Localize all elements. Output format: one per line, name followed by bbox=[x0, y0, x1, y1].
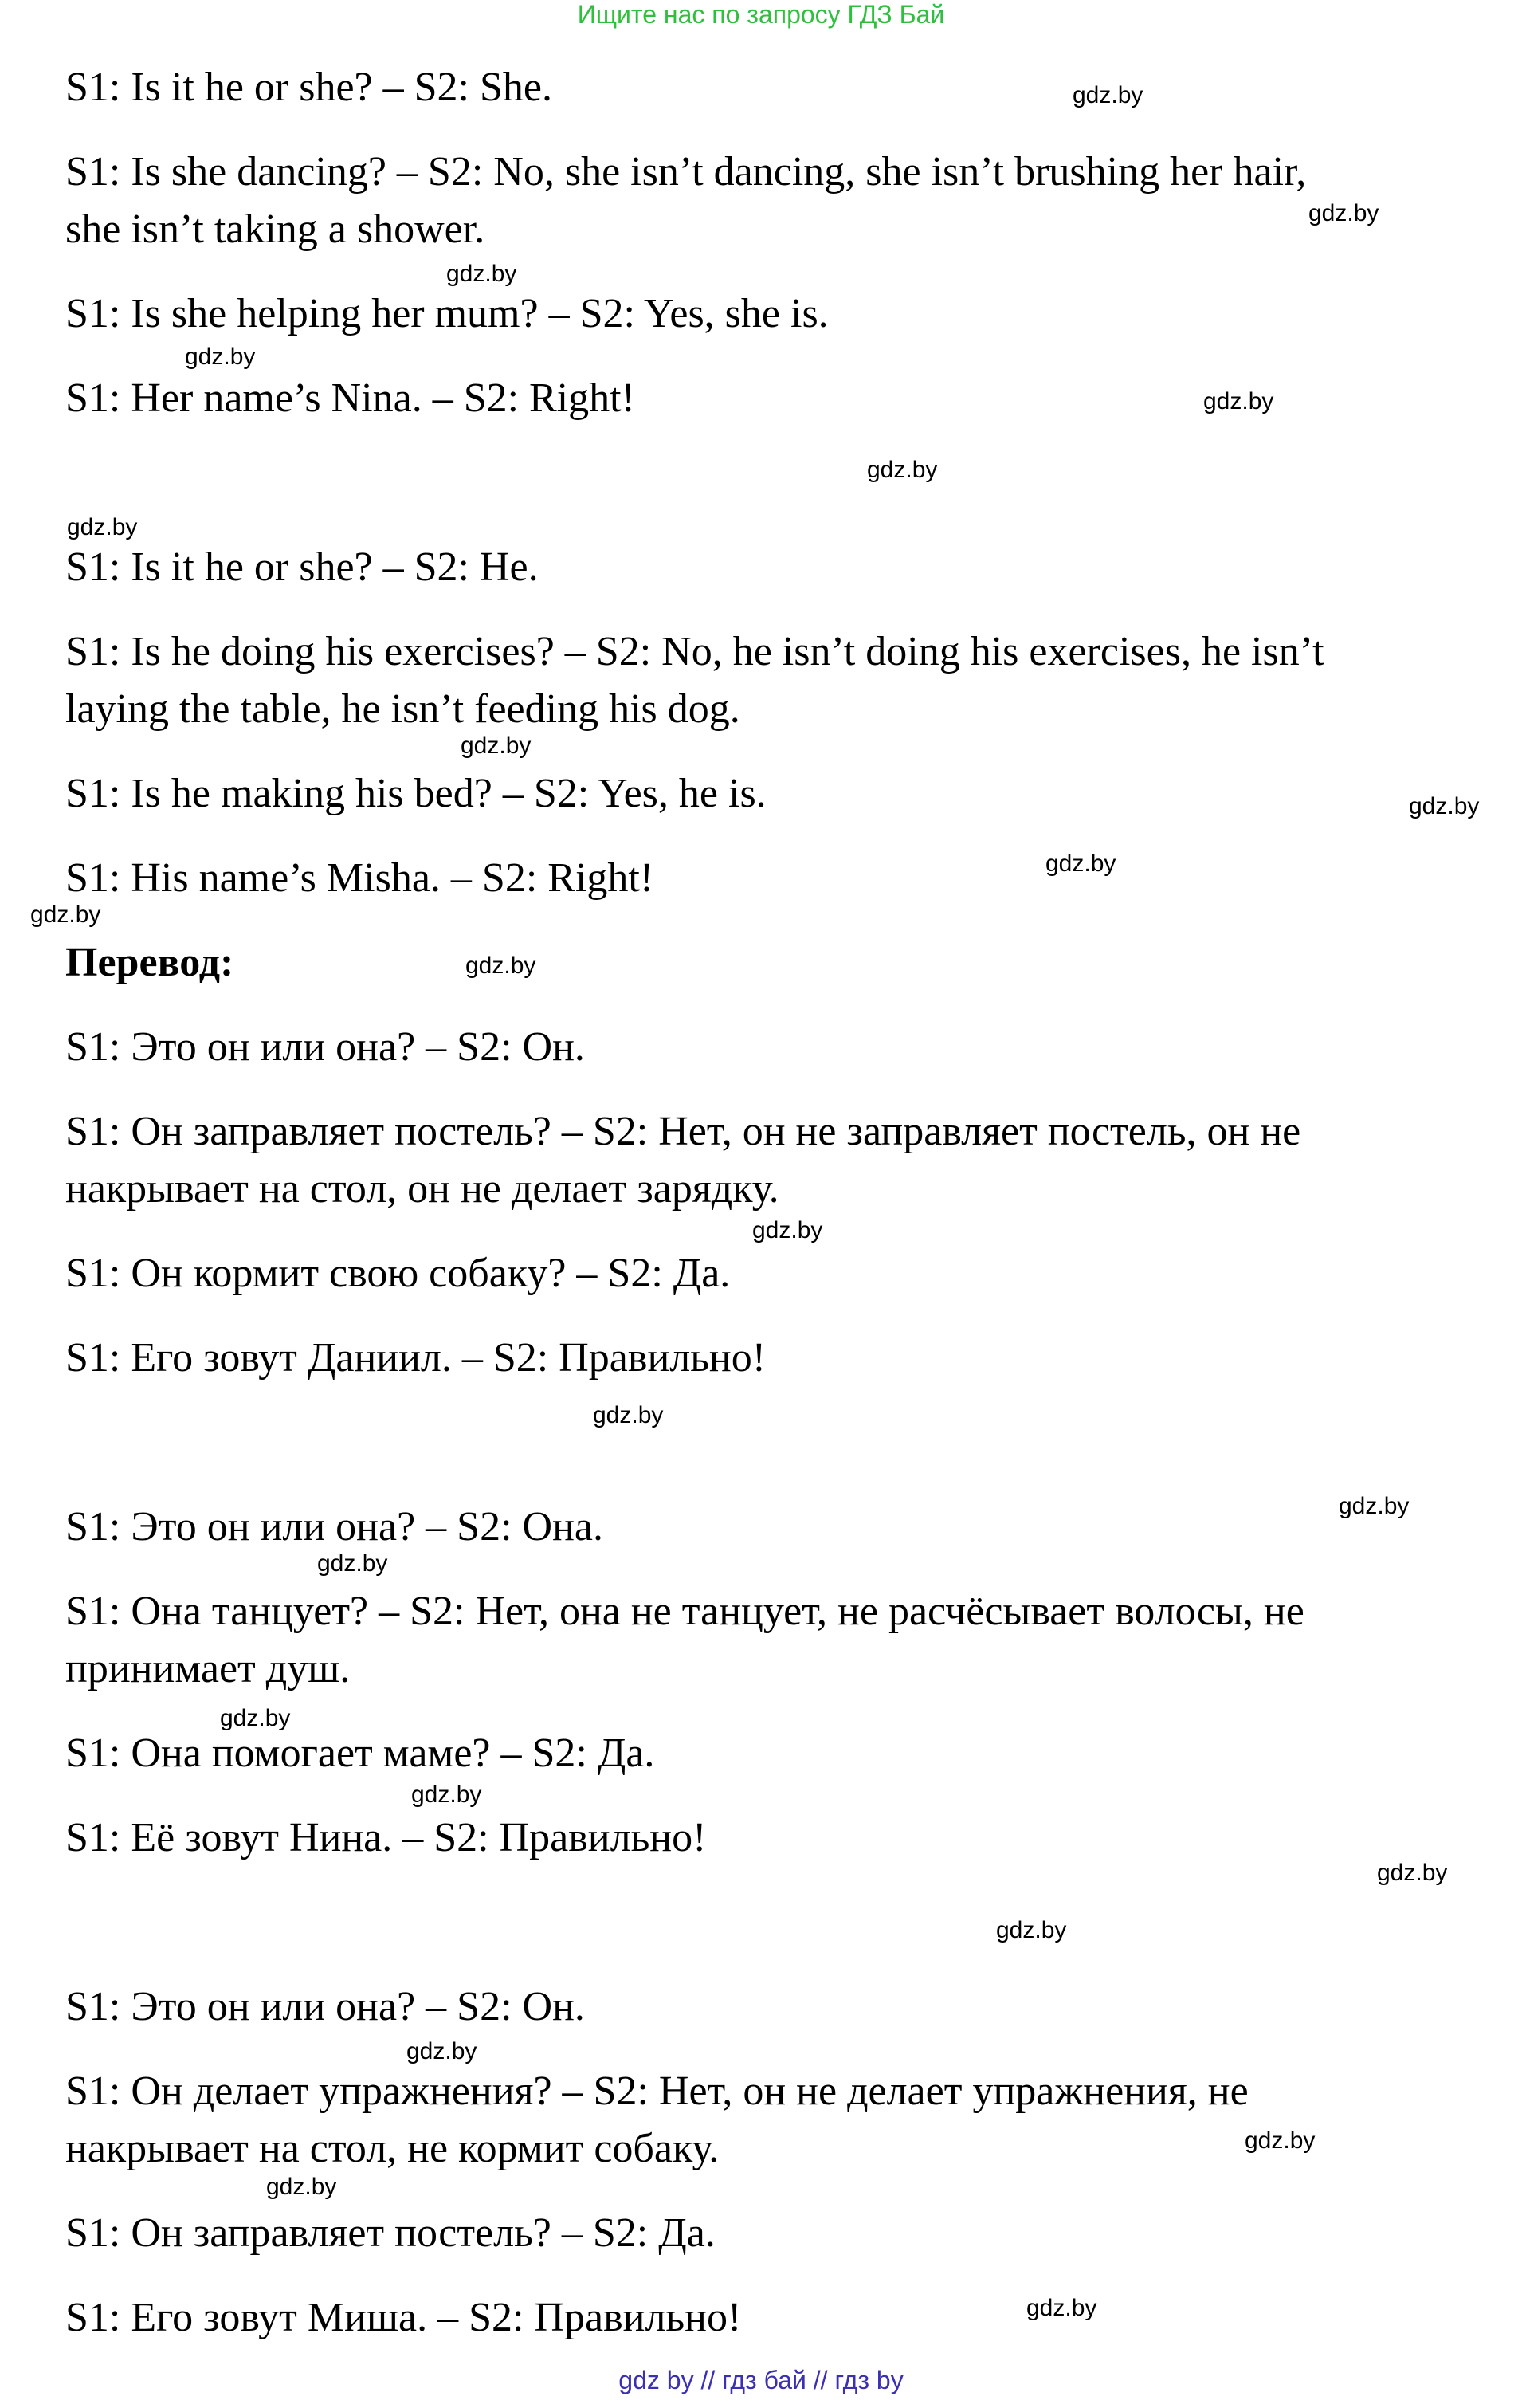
watermark: gdz.by bbox=[446, 261, 517, 287]
text-line: S1: Он заправляет постель? – S2: Нет, он не заправляет постель, он не bbox=[65, 1109, 1301, 1154]
text-line: S1: Его зовут Даниил. – S2: Правильно! bbox=[65, 1335, 767, 1381]
watermark: gdz.by bbox=[1045, 850, 1116, 877]
watermark: gdz.by bbox=[996, 1917, 1067, 1943]
text-line: S1: Is she helping her mum? – S2: Yes, she is. bbox=[65, 291, 829, 336]
text-line: S1: Её зовут Нина. – S2: Правильно! bbox=[65, 1815, 707, 1860]
watermark: gdz.by bbox=[1203, 388, 1274, 414]
watermark: gdz.by bbox=[67, 514, 138, 540]
text-line: S1: Он заправляет постель? – S2: Да. bbox=[65, 2210, 716, 2256]
watermark: gdz.by bbox=[1377, 1860, 1448, 1886]
text-line: S1: Это он или она? – S2: Она. bbox=[65, 1504, 603, 1550]
text-line: S1: Her name’s Nina. – S2: Right! bbox=[65, 375, 635, 421]
text-line: принимает душ. bbox=[65, 1646, 351, 1691]
text-line: S1: Его зовут Миша. – S2: Правильно! bbox=[65, 2295, 742, 2340]
watermark: gdz.by bbox=[867, 457, 938, 483]
text-line: S1: Is she dancing? – S2: No, she isn’t dancing, she isn’t brushing her hair, bbox=[65, 149, 1307, 194]
text-line: S1: Она танцует? – S2: Нет, она не танцует, не расчёсывает волосы, не bbox=[65, 1589, 1304, 1634]
watermark: gdz.by bbox=[220, 1705, 291, 1731]
watermark: gdz.by bbox=[185, 344, 256, 370]
watermark: gdz.by bbox=[1409, 793, 1480, 819]
watermark: gdz.by bbox=[30, 902, 101, 928]
header-search-link[interactable]: Ищите нас по запросу ГДЗ Бай bbox=[577, 0, 945, 29]
watermark: gdz.by bbox=[461, 733, 532, 759]
watermark: gdz.by bbox=[752, 1217, 823, 1243]
translation-heading: Перевод: bbox=[65, 940, 234, 985]
watermark: gdz.by bbox=[406, 2038, 477, 2064]
watermark: gdz.by bbox=[317, 1550, 388, 1577]
text-line: S1: Is he doing his exercises? – S2: No, he isn’t doing his exercises, he isn’t bbox=[65, 629, 1324, 674]
watermark: gdz.by bbox=[1245, 2127, 1316, 2154]
watermark: gdz.by bbox=[465, 953, 536, 979]
footer-link[interactable]: gdz by // гдз бай // гдз by bbox=[618, 2366, 904, 2394]
text-line: S1: Он делает упражнения? – S2: Нет, он не делает упражнения, не bbox=[65, 2068, 1249, 2114]
text-line: накрывает на стол, не кормит собаку. bbox=[65, 2126, 720, 2171]
text-line: S1: Это он или она? – S2: Он. bbox=[65, 1024, 585, 1070]
watermark: gdz.by bbox=[1339, 1493, 1410, 1519]
text-line: S1: His name’s Misha. – S2: Right! bbox=[65, 855, 654, 901]
watermark: gdz.by bbox=[1073, 82, 1143, 108]
watermark: gdz.by bbox=[593, 1402, 664, 1428]
text-line: S1: Это он или она? – S2: Он. bbox=[65, 1984, 585, 2029]
watermark: gdz.by bbox=[411, 1781, 482, 1808]
watermark: gdz.by bbox=[266, 2174, 337, 2200]
text-line: S1: Is it he or she? – S2: He. bbox=[65, 544, 539, 590]
text-line: S1: Он кормит свою собаку? – S2: Да. bbox=[65, 1251, 731, 1296]
text-line: S1: Она помогает маме? – S2: Да. bbox=[65, 1730, 655, 1776]
text-line: накрывает на стол, он не делает зарядку. bbox=[65, 1166, 779, 1212]
text-line: S1: Is he making his bed? – S2: Yes, he is. bbox=[65, 771, 767, 816]
text-line: she isn’t taking a shower. bbox=[65, 206, 485, 252]
text-line: S1: Is it he or she? – S2: She. bbox=[65, 65, 552, 110]
watermark: gdz.by bbox=[1308, 200, 1379, 226]
text-line: laying the table, he isn’t feeding his dog. bbox=[65, 686, 740, 732]
watermark: gdz.by bbox=[1026, 2295, 1097, 2321]
